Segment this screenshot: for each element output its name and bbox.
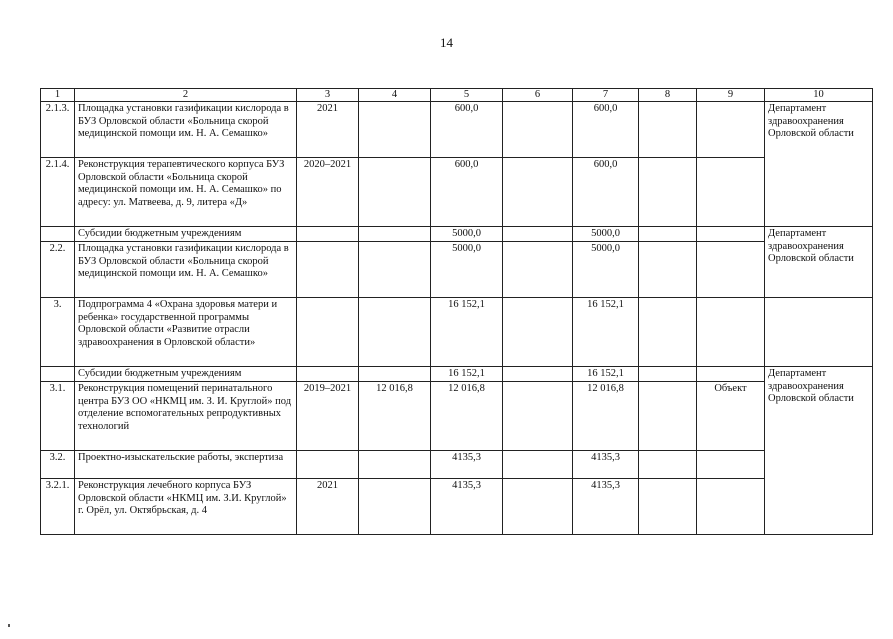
table-row xyxy=(41,102,873,158)
header-row xyxy=(41,89,873,102)
row-col6 xyxy=(503,158,573,227)
table-row xyxy=(41,479,873,535)
row-col9 xyxy=(697,367,765,382)
row-period xyxy=(297,451,359,479)
header-cell: 3 xyxy=(297,89,359,102)
row-name: Субсидии бюджетным учреждениям xyxy=(75,367,297,382)
row-number: 3.1. xyxy=(41,382,75,451)
row-name: Проектно-изыскательские работы, экспертиза xyxy=(75,451,297,479)
row-col7: 16 152,1 xyxy=(573,367,639,382)
header-cell: 5 xyxy=(431,89,503,102)
row-col8 xyxy=(639,479,697,535)
row-name: Реконструкция лечебного корпуса БУЗ Орловской области «НКМЦ им. З.И. Круглой» г. Орёл, ул. Октябрьская, д. 4 xyxy=(75,479,297,535)
row-col8 xyxy=(639,102,697,158)
row-col5: 5000,0 xyxy=(431,242,503,298)
row-col7: 600,0 xyxy=(573,102,639,158)
row-col4 xyxy=(359,298,431,367)
table-row xyxy=(41,298,873,367)
row-name: Площадка установки газификации кислорода в БУЗ Орловской области «Больница скорой медицинской помощи им. Н. А. Семашко» xyxy=(75,242,297,298)
row-col9 xyxy=(697,242,765,298)
row-period: 2021 xyxy=(297,102,359,158)
row-col9 xyxy=(697,451,765,479)
row-number xyxy=(41,367,75,382)
row-col7: 12 016,8 xyxy=(573,382,639,451)
row-col4 xyxy=(359,367,431,382)
row-col4 xyxy=(359,102,431,158)
page-number: 14 xyxy=(440,35,453,50)
row-col8 xyxy=(639,242,697,298)
table-row xyxy=(41,242,873,298)
responsible-department xyxy=(765,298,873,367)
row-period: 2019–2021 xyxy=(297,382,359,451)
row-col9: Объект xyxy=(697,382,765,451)
row-col6 xyxy=(503,367,573,382)
header-cell: 6 xyxy=(503,89,573,102)
row-col5: 16 152,1 xyxy=(431,298,503,367)
header-cell: 9 xyxy=(697,89,765,102)
row-col9 xyxy=(697,102,765,158)
row-number: 3.2. xyxy=(41,451,75,479)
row-number: 3.2.1. xyxy=(41,479,75,535)
scan-speck xyxy=(8,624,10,627)
row-col8 xyxy=(639,451,697,479)
row-col5: 12 016,8 xyxy=(431,382,503,451)
responsible-department: Департамент здравоохранения Орловской области xyxy=(765,367,873,535)
header-cell: 2 xyxy=(75,89,297,102)
table-row xyxy=(41,158,873,227)
row-col6 xyxy=(503,227,573,242)
row-col7: 5000,0 xyxy=(573,242,639,298)
row-number: 3. xyxy=(41,298,75,367)
row-col7: 600,0 xyxy=(573,158,639,227)
row-col8 xyxy=(639,158,697,227)
row-number: 2.2. xyxy=(41,242,75,298)
row-name: Реконструкция терапевтического корпуса БУЗ Орловской области «Больница скорой медицинской помощи им. Н. А. Семашко» по адресу: ул. Матвеева, д. 9, литера «Д» xyxy=(75,158,297,227)
row-col4 xyxy=(359,158,431,227)
row-number xyxy=(41,227,75,242)
row-col8 xyxy=(639,367,697,382)
row-col4 xyxy=(359,451,431,479)
row-number: 2.1.3. xyxy=(41,102,75,158)
row-col4: 12 016,8 xyxy=(359,382,431,451)
row-col6 xyxy=(503,242,573,298)
row-col5: 16 152,1 xyxy=(431,367,503,382)
header-cell: 10 xyxy=(765,89,873,102)
header-cell: 1 xyxy=(41,89,75,102)
row-col9 xyxy=(697,298,765,367)
header-cell: 8 xyxy=(639,89,697,102)
header-cell: 4 xyxy=(359,89,431,102)
row-name: Площадка установки газификации кислорода в БУЗ Орловской области «Больница скорой медицинской помощи им. Н. А. Семашко» xyxy=(75,102,297,158)
row-col9 xyxy=(697,158,765,227)
row-col6 xyxy=(503,451,573,479)
header-cell: 7 xyxy=(573,89,639,102)
row-period: 2020–2021 xyxy=(297,158,359,227)
row-col9 xyxy=(697,227,765,242)
row-period xyxy=(297,298,359,367)
row-col4 xyxy=(359,479,431,535)
row-period xyxy=(297,242,359,298)
row-number: 2.1.4. xyxy=(41,158,75,227)
row-col7: 4135,3 xyxy=(573,479,639,535)
responsible-department: Департамент здравоохранения Орловской области xyxy=(765,102,873,227)
row-name: Реконструкция помещений перинатального центра БУЗ ОО «НКМЦ им. З. И. Круглой» под отделение вспомогательных репродуктивных технологий xyxy=(75,382,297,451)
row-col8 xyxy=(639,227,697,242)
row-col5: 600,0 xyxy=(431,158,503,227)
row-col4 xyxy=(359,227,431,242)
table-row xyxy=(41,382,873,451)
row-col7: 16 152,1 xyxy=(573,298,639,367)
row-col6 xyxy=(503,382,573,451)
row-col5: 5000,0 xyxy=(431,227,503,242)
responsible-department: Департамент здравоохранения Орловской области xyxy=(765,227,873,298)
row-col7: 5000,0 xyxy=(573,227,639,242)
table-row xyxy=(41,227,873,242)
row-col5: 600,0 xyxy=(431,102,503,158)
row-col5: 4135,3 xyxy=(431,479,503,535)
row-col8 xyxy=(639,382,697,451)
row-name: Субсидии бюджетным учреждениям xyxy=(75,227,297,242)
row-col6 xyxy=(503,298,573,367)
row-col6 xyxy=(503,102,573,158)
table-row xyxy=(41,367,873,382)
row-col6 xyxy=(503,479,573,535)
row-col9 xyxy=(697,479,765,535)
row-col8 xyxy=(639,298,697,367)
row-period xyxy=(297,367,359,382)
budget-table xyxy=(40,88,873,535)
row-period xyxy=(297,227,359,242)
row-name: Подпрограмма 4 «Охрана здоровья матери и ребенка» государственной программы Орловской области «Развитие отрасли здравоохранения в Орловской области» xyxy=(75,298,297,367)
row-period: 2021 xyxy=(297,479,359,535)
row-col5: 4135,3 xyxy=(431,451,503,479)
table-row xyxy=(41,451,873,479)
row-col7: 4135,3 xyxy=(573,451,639,479)
row-col4 xyxy=(359,242,431,298)
